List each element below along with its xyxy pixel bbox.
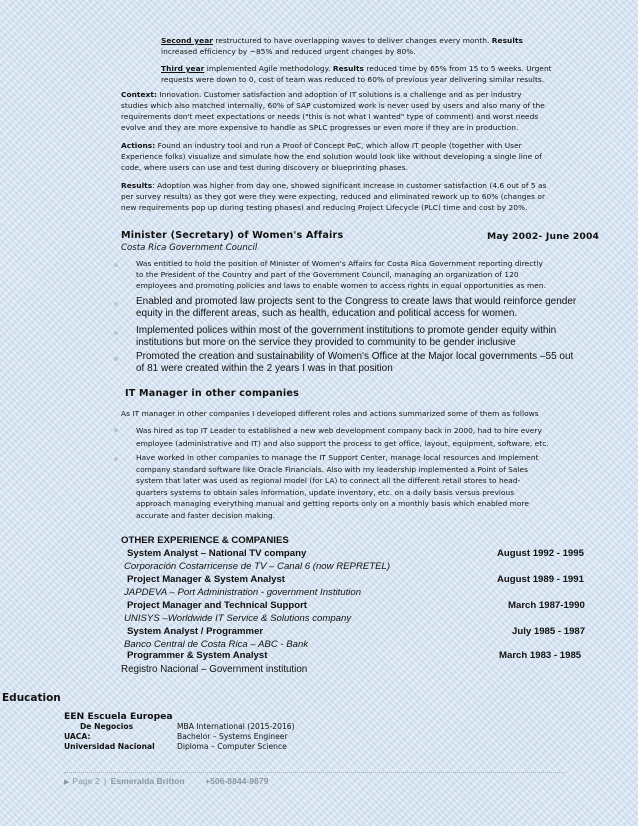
results-paragraph — [121, 180, 547, 213]
entry-org: UNISYS –Worldwide IT Service & Solutions company — [124, 613, 352, 624]
second-year-results-label: Results — [491, 36, 523, 45]
entry-dates: July 1985 - 1987 — [512, 626, 586, 637]
results-line-1: per survey results) as they got were they were expecting, reduced and eliminated rework up to 60% (changes or — [121, 192, 546, 201]
minister-bullet-2 — [136, 296, 576, 321]
it-manager-title: IT Manager in other companies — [125, 388, 300, 399]
results-line-0: : Adoption was higher from day one, showed significant increase in customer satisfaction (4.6 out of 5 as — [152, 181, 547, 190]
third-year-text2: reduced time by 65% from 15 to 5 weeks. Urgent — [364, 64, 552, 73]
minister-bullet-1-line-2: employees and promoting policies and laws to enable women to access rights in equal opportunities as men. — [136, 281, 546, 290]
it-bullet-1-line-0: Was hired as top IT Leader to established a new web development company back in 2000, had to hire every — [136, 426, 542, 435]
entry-role: Project Manager and Technical Support — [127, 600, 308, 611]
second-year-label: Second year — [161, 36, 213, 45]
entry-org: JAPDEVA – Port Administration - government Institution — [124, 587, 362, 598]
bullet-marker — [114, 263, 118, 267]
minister-org: Costa Rica Government Council — [121, 243, 258, 253]
context-label: Context: — [121, 90, 157, 99]
it-bullet-1 — [136, 424, 549, 450]
entry-org: Registro Nacional – Government institution — [121, 664, 308, 675]
minister-bullet-1 — [136, 258, 546, 291]
education-degree-1: MBA International (2015-2016) — [177, 722, 295, 731]
entry-dates: August 1992 - 1995 — [497, 548, 584, 559]
it-bullet-2 — [136, 452, 539, 521]
education-heading: Education — [2, 692, 61, 704]
minister-dates: May 2002- June 2004 — [487, 231, 600, 242]
minister-bullet-2-line-0: Enabled and promoted law projects sent to the Congress to create laws that would reinforce gender — [136, 296, 577, 307]
footer-arrow-icon: ▶ — [64, 779, 70, 786]
education-school-1-line2: De Negocios — [80, 722, 134, 731]
context-paragraph — [121, 89, 545, 133]
footer — [64, 776, 268, 786]
footer-separator: | — [104, 776, 107, 786]
bullet-marker — [114, 428, 118, 432]
bullet-marker — [114, 357, 118, 361]
context-line-2: requirements don't meet expectations or needs ("this is not what I wanted" type of comment) and worst needs — [121, 112, 539, 121]
footer-phone: +506-8844-9879 — [205, 776, 269, 786]
context-line-1: studies which also matched internally, 60% of SAP customized work is never used by users and also many of the — [121, 101, 545, 110]
minister-bullet-1-line-0: Was entitled to hold the position of Minister of Women's Affairs for Costa Rica Government reporting directly — [136, 259, 543, 268]
footer-page: Page 2 — [72, 776, 100, 786]
entry-org: Corporación Costarricense de TV – Canal 6 (now REPRETEL) — [124, 561, 391, 572]
third-year-line — [161, 63, 552, 74]
actions-label: Actions: — [121, 141, 156, 150]
minister-bullet-4-line-1: of 81 were created within the 2 years I was in that position — [136, 363, 393, 375]
bullet-marker — [114, 457, 118, 461]
second-year-line2: increased efficiency by ~85% and reduced urgent changes by 80%. — [161, 47, 416, 56]
minister-bullet-3 — [136, 325, 556, 350]
results-line-2: new requirements pop up during testing phases) and reducing Project Lifecycle (PLC) time and cost by 20%. — [121, 203, 528, 212]
footer-divider — [64, 772, 564, 773]
education-school-2: UACA: — [64, 732, 91, 741]
it-bullet-2-line-5: accurate and faster decision making. — [136, 510, 276, 520]
it-bullet-2-line-0: Have worked in other companies to manage the IT Support Center, manage local resources and implement — [136, 453, 539, 462]
entry-org: Banco Central de Costa Rica – ABC - Bank — [124, 639, 309, 650]
second-year-line — [161, 35, 601, 46]
results-label: Results — [121, 181, 153, 190]
bullet-marker — [114, 302, 118, 306]
entry-role: System Analyst / Programmer — [127, 626, 264, 637]
it-bullet-1-line-1: employee (administrative and IT) and also support the process to get office, layout, equipment, software, etc. — [136, 439, 549, 448]
second-year-text: restructured to have overlapping waves to deliver changes every month. — [212, 36, 492, 45]
it-bullet-2-line-4: approach managing everything manual and getting reports only on a monthly basis which enabled more — [136, 499, 529, 508]
third-year-label: Third year — [161, 64, 205, 73]
entry-dates: March 1983 - 1985 — [499, 650, 582, 661]
context-line-3: evolve and they are more expensive to handle as SPLC progresses or even more if they are in production. — [121, 123, 519, 132]
minister-bullet-4-line-0: Promoted the creation and sustainability of Women's Office at the Major local governments –55 out — [136, 351, 574, 362]
education-degree-2: Bachelor – Systems Engineer — [177, 732, 288, 741]
actions-line-0: Found an industry tool and run a Proof of Concept PoC, which allow IT people (together with User — [155, 141, 522, 150]
bullet-marker — [114, 331, 118, 335]
education-school-3: Universidad Nacional — [64, 742, 155, 751]
entry-dates: August 1989 - 1991 — [497, 574, 584, 585]
it-bullet-2-line-2: system that later was used as regional model (for LA) to connect all the different retail stores to head- — [136, 476, 521, 485]
minister-bullet-1-line-1: to the President of the Country and part of the Government Council, managing an organization of 120 — [136, 270, 519, 279]
third-year-text: implemented Agile methodology. — [204, 64, 333, 73]
education-degree-3: Diploma – Computer Science — [177, 742, 287, 751]
minister-bullet-3-line-0: Implemented polices within most of the government institutions to promote gender equity within — [136, 325, 557, 336]
context-line-0: Innovation. Customer satisfaction and adoption of IT solutions is a challenge and as per industry — [156, 90, 522, 99]
minister-bullet-2-line-1: equity in the different areas, such as health, education and political access for women. — [136, 308, 518, 320]
minister-bullet-3-line-1: institutions but more on the service they provided to community to be gender inclusive — [136, 337, 516, 349]
it-manager-intro: As IT manager in other companies I developed different roles and actions summarized some of them as follows — [121, 409, 539, 418]
actions-paragraph — [121, 140, 542, 173]
third-year-line2: requests were down to 0, cost of team was reduced to 60% of previous year delivering similar results. — [161, 75, 545, 84]
it-bullet-2-line-1: company standard software like Oracle Financials. Also with my leadership implemented a Point of Sales — [136, 464, 529, 474]
minister-title: Minister (Secretary) of Women's Affairs — [121, 230, 344, 241]
it-bullet-2-line-3: quarters systems to obtain sales information, update inventory, etc. on a daily basis versus previous — [136, 487, 515, 497]
minister-bullet-4 — [136, 351, 573, 376]
actions-line-2: code, where users can use and test during discovery or blueprinting phases. — [121, 163, 409, 172]
footer-name: Esmeralda Britton — [110, 776, 185, 786]
third-year-results-label: Results — [332, 64, 365, 73]
other-experience-heading: OTHER EXPERIENCE & COMPANIES — [121, 535, 289, 546]
education-school-1: EEN Escuela Europea — [64, 711, 173, 722]
entry-role: Project Manager & System Analyst — [127, 574, 285, 585]
actions-line-1: Experience folks) visualize and simulate how the end solution would look like without developing a single line of — [121, 152, 542, 161]
entry-role: Programmer & System Analyst — [127, 650, 268, 661]
entry-role: System Analyst – National TV company — [127, 548, 307, 559]
entry-dates: March 1987-1990 — [508, 600, 585, 611]
